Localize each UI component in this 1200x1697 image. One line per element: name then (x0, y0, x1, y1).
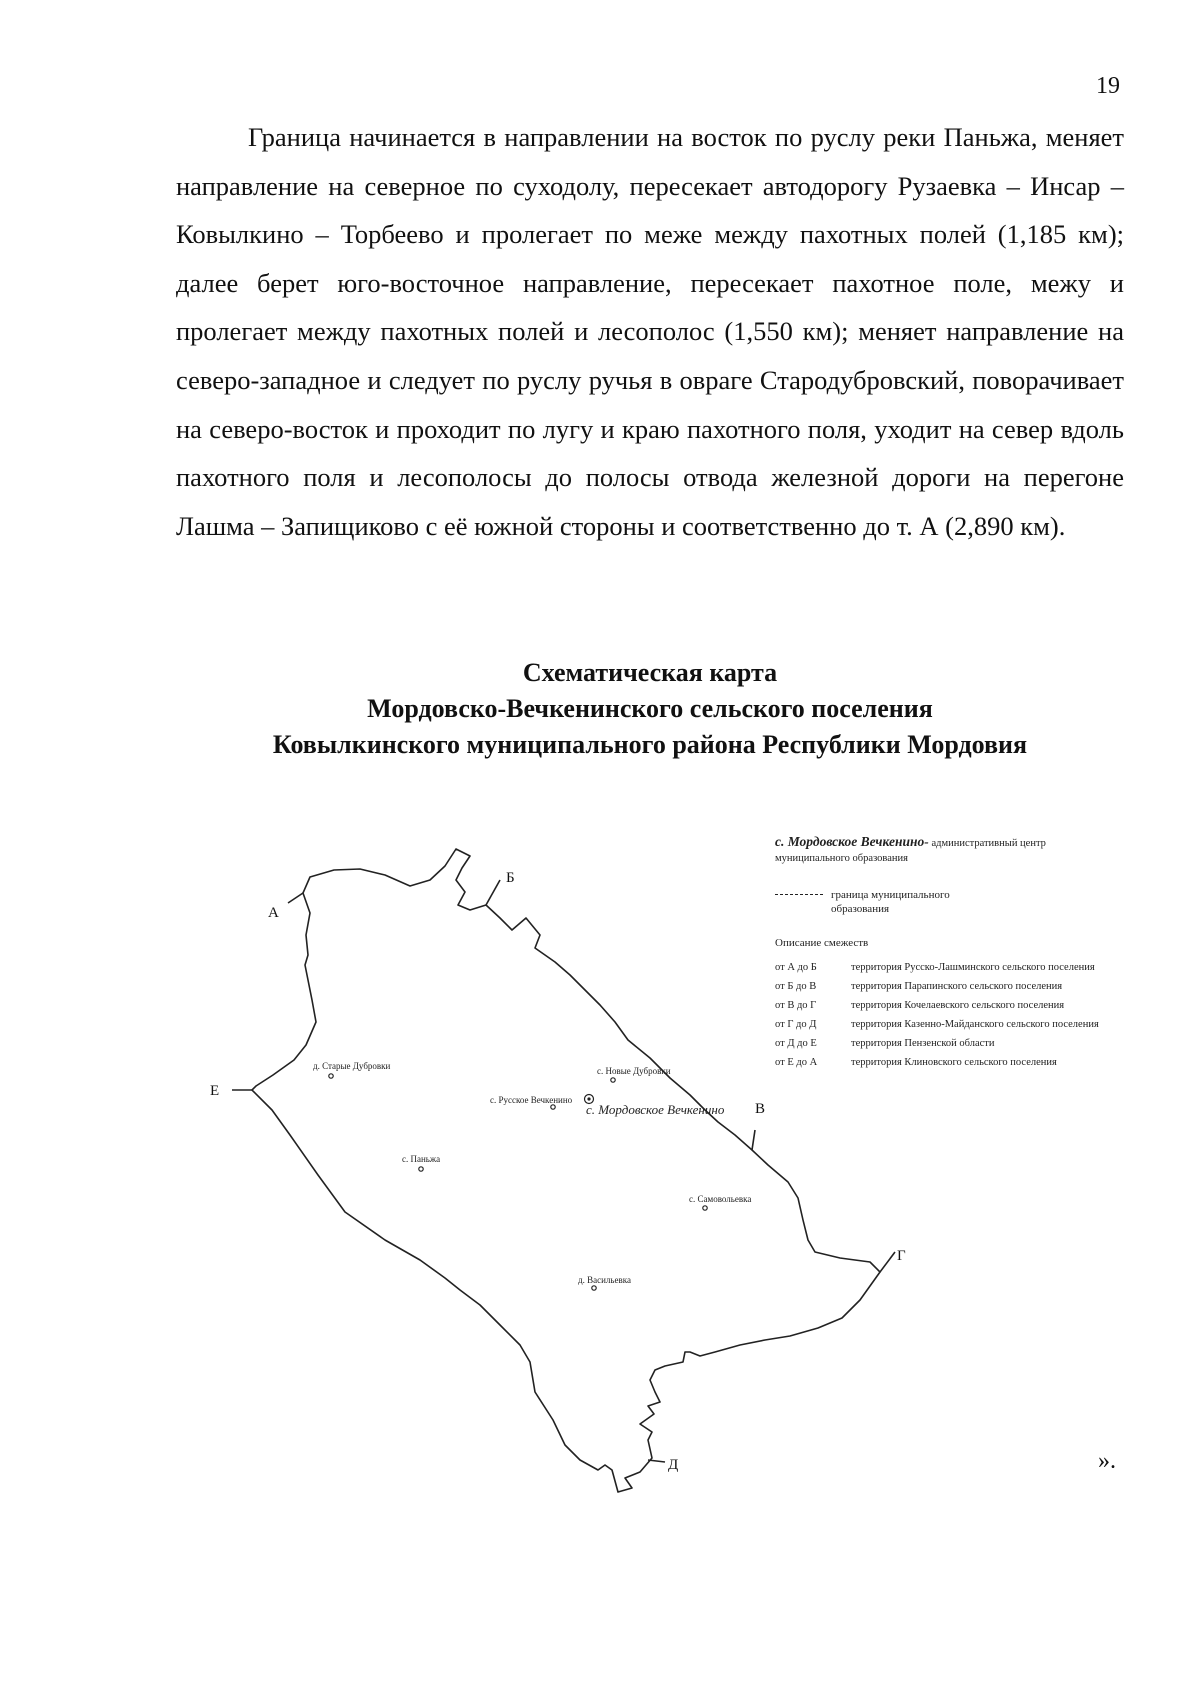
page-number: 19 (1096, 73, 1120, 99)
corner-tick-v (752, 1130, 755, 1150)
corner-tick-g (880, 1252, 895, 1272)
corner-label-b: Б (506, 870, 515, 886)
legend-adjacency-row (775, 1018, 1099, 1037)
corner-label-a: А (268, 905, 279, 921)
corner-label-e: Е (210, 1083, 220, 1099)
settlement-marker (329, 1074, 333, 1078)
legend-border-line (775, 894, 823, 895)
legend-adjacency-row (775, 961, 1099, 980)
settlement-label-novye-dubrovki: с. Новые Дубровки (597, 1066, 671, 1076)
adjacency-range: от В до Г (775, 1000, 817, 1011)
legend-border-desc: граница муниципального образования (831, 889, 950, 915)
adjacency-description: территория Пензенской области (851, 1038, 995, 1049)
corner-tick-d (648, 1460, 665, 1462)
settlement-label-mordovskoe-vechkenino: с. Мордовское Вечкенино (586, 1102, 725, 1117)
legend-center-title: с. Мордовское Вечкенино- (775, 834, 929, 849)
settlement-label-starye-dubrovki: д. Старые Дубровки (313, 1061, 391, 1071)
settlement-marker (592, 1286, 596, 1290)
adjacency-range: от Б до В (775, 981, 817, 992)
adjacency-description: территория Русско-Лашминского сельского поселения (851, 962, 1095, 973)
adjacency-range: от Д до Е (775, 1038, 817, 1049)
adjacency-description: территория Кочелаевского сельского поселения (851, 1000, 1065, 1011)
legend-adjacency-table (775, 961, 1099, 1075)
corner-tick-a (288, 893, 303, 903)
body-paragraph-text: Граница начинается в направлении на восток по руслу реки Паньжа, меняет направление на северное по суходолу, пересекает автодорогу Рузаевка – Инсар – Ковылкино – Торбеево и пролегает по меже между пахотных полей (1,185 км); далее берет юго-восточное направление, пересекает пахотное поле, межу и пролегает между пахотных полей и лесополос (1,550 км); меняет направление на северо-западное и следует по руслу ручья в овраге Стародубровский, поворачивает на северо-восток и проходит по лугу и краю пахотного поля, уходит на север вдоль пахотного поля и лесополосы до полосы отвода железной дороги на перегоне Лашма – Запищиково с её южной стороны и соответственно до т. А (2,890 км). (176, 122, 1124, 541)
settlement-marker (419, 1167, 423, 1171)
legend-center-desc: административный центр муниципального образования (775, 838, 1046, 864)
corner-label-v: В (755, 1101, 766, 1117)
corner-label-g: Г (897, 1248, 906, 1264)
legend-adjacency-row (775, 1037, 1099, 1056)
admin-center-marker-dot (587, 1097, 590, 1100)
corner-tick-b (486, 880, 500, 905)
legend-adjacency-row (775, 1056, 1099, 1075)
settlement-marker (703, 1206, 707, 1210)
adjacency-range: от Е до А (775, 1057, 818, 1068)
settlement-label-panzha: с. Паньжа (402, 1154, 441, 1164)
adjacency-description: территория Клиновского сельского поселения (851, 1057, 1057, 1068)
adjacency-range: от Г до Д (775, 1019, 817, 1030)
settlement-marker (611, 1078, 615, 1082)
legend-desc-heading: Описание смежеств (775, 937, 869, 949)
adjacency-range: от А до Б (775, 962, 817, 973)
settlement-label-russkoe-vechkenino: с. Русское Вечкенино (490, 1095, 573, 1105)
map-title-line-2: Мордовско-Вечкенинского сельского поселения (367, 694, 933, 723)
legend-adjacency-row (775, 980, 1099, 999)
map-legend (775, 835, 1105, 1075)
settlement-label-samovolyevka: с. Самовольевка (689, 1194, 752, 1204)
settlement-label-vasilyevka: д. Васильевка (578, 1275, 631, 1285)
adjacency-description: территория Казенно-Майданского сельского поселения (851, 1019, 1099, 1030)
settlement-marker (551, 1105, 555, 1109)
corner-label-d: Д (668, 1457, 679, 1473)
legend-border-entry (775, 888, 1105, 916)
map-title-line-3: Ковылкинского муниципального района Республики Мордовия (272, 730, 1028, 759)
map-title-line-1: Схематическая карта (522, 658, 778, 687)
legend-adjacency-row (775, 999, 1099, 1018)
closing-quote: ». (1098, 1448, 1116, 1474)
legend-admin-center (775, 835, 1105, 866)
adjacency-description: территория Парапинского сельского поселения (851, 981, 1063, 992)
